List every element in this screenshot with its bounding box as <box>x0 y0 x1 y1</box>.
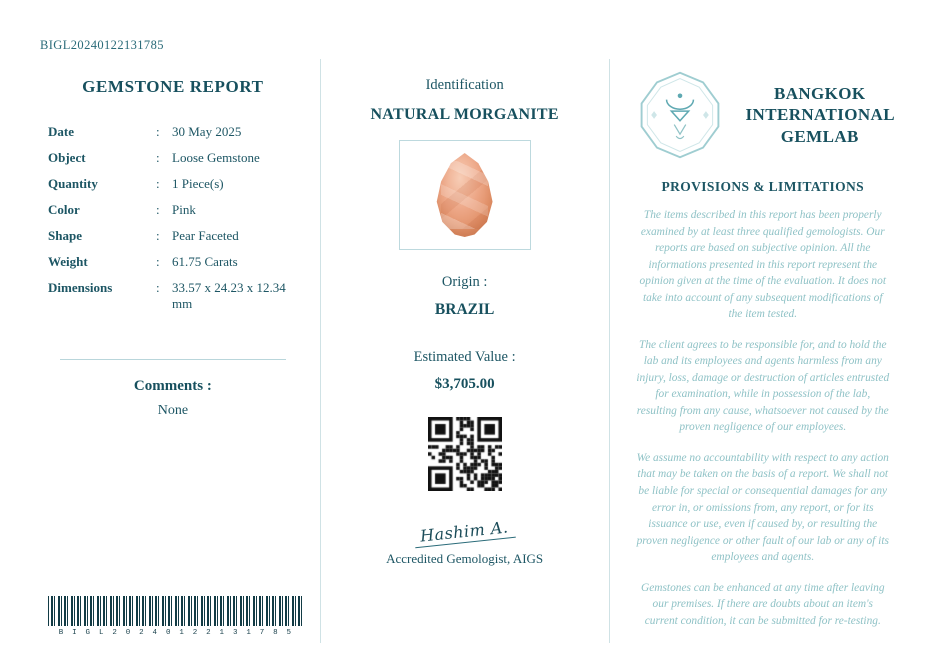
provisions-column <box>610 59 900 643</box>
spec-value: 61.75 Carats <box>172 254 238 269</box>
table-row <box>48 275 298 317</box>
spec-label: Color <box>48 202 80 217</box>
spec-colon: : <box>156 228 160 243</box>
gemstone-photo-frame <box>399 140 531 250</box>
spec-label: Weight <box>48 254 88 269</box>
specifications-body <box>48 119 298 317</box>
provision-paragraph: The items described in this report has been properly examined by at least three qualified gemologists. Our reports are based on subjective opinion. All the informations presented in this report represent the opinion given at the time of the evaluation. It does not take into account of any subsequent modifications of the item tested. <box>639 209 886 321</box>
report-reference-id: BIGL20240122131785 <box>40 38 164 52</box>
spec-value: 33.57 x 24.23 x 12.34 mm <box>172 280 286 311</box>
barcode-block <box>48 596 304 637</box>
signature-block <box>339 509 591 546</box>
estimated-value-label: Estimated Value : <box>413 349 516 365</box>
table-row <box>48 223 298 249</box>
qr-code-icon <box>428 417 502 491</box>
brand-header <box>632 67 894 163</box>
spec-label: Shape <box>48 228 82 243</box>
brand-name: BANGKOK INTERNATIONAL GEMLAB <box>745 84 895 146</box>
divider <box>60 359 286 360</box>
stone-name: NATURAL MORGANITE <box>370 106 559 123</box>
specifications-table <box>48 119 298 317</box>
spec-colon: : <box>156 254 160 269</box>
table-row <box>48 171 298 197</box>
spec-colon: : <box>156 280 160 295</box>
spec-colon: : <box>156 124 160 139</box>
spec-label: Date <box>48 124 74 139</box>
details-column <box>40 59 320 643</box>
pear-faceted-gemstone-icon <box>434 153 496 237</box>
provisions-title: PROVISIONS & LIMITATIONS <box>661 179 865 194</box>
provision-paragraph: We assume no accountability with respect to any action that may be taken on the basis of a report. We shall not be liable for special or consequential damages for any error in, or omissions from, any report, or for its issuance or use, even if caused by, or resulting the proven negligence or other fault of our lab or any of its employees and agents. <box>636 451 889 564</box>
spec-value: 1 Piece(s) <box>172 176 224 191</box>
spec-value: Loose Gemstone <box>172 150 260 165</box>
origin-label: Origin : <box>441 274 488 290</box>
table-row <box>48 249 298 275</box>
spec-label: Object <box>48 150 86 165</box>
spec-label: Dimensions <box>48 280 113 295</box>
identification-label: Identification <box>425 77 504 93</box>
provision-paragraph: The client agrees to be responsible for, and to hold the lab and its employees and agents harmless from any injury, loss, damage or destruction of articles entrusted for examination, while in possession of the lab, resulting from any cause, whatsoever not caused by the proven negligence of our employees. <box>636 338 890 434</box>
barcode-text: B I G L 2 0 2 4 0 1 2 2 1 3 1 7 8 5 <box>58 629 294 638</box>
table-row <box>48 145 298 171</box>
provision-paragraph: Gemstones can be enhanced at any time after leaving our premises. If there are doubts about an item's current condition, it can be submitted for re-testing. <box>640 581 885 627</box>
comments-value: None <box>157 403 189 418</box>
signature-caption: Accredited Gemologist, AIGS <box>386 551 544 566</box>
comments-title: Comments : <box>133 378 212 394</box>
spec-colon: : <box>156 202 160 217</box>
spec-value: 30 May 2025 <box>172 124 242 139</box>
table-row <box>48 197 298 223</box>
table-row <box>48 119 298 145</box>
spec-colon: : <box>156 176 160 191</box>
certificate-columns <box>40 59 900 643</box>
page-title: GEMSTONE REPORT <box>82 77 264 96</box>
origin-value: BRAZIL <box>434 301 495 318</box>
signature-icon: Hashim A. <box>414 517 516 548</box>
estimated-value-amount: $3,705.00 <box>434 376 495 392</box>
spec-label: Quantity <box>48 176 98 191</box>
spec-colon: : <box>156 150 160 165</box>
gemlab-emblem-icon <box>632 67 728 163</box>
identification-column <box>320 59 610 643</box>
spec-value: Pink <box>172 202 196 217</box>
barcode-icon <box>48 596 304 626</box>
spec-value: Pear Faceted <box>172 228 239 243</box>
